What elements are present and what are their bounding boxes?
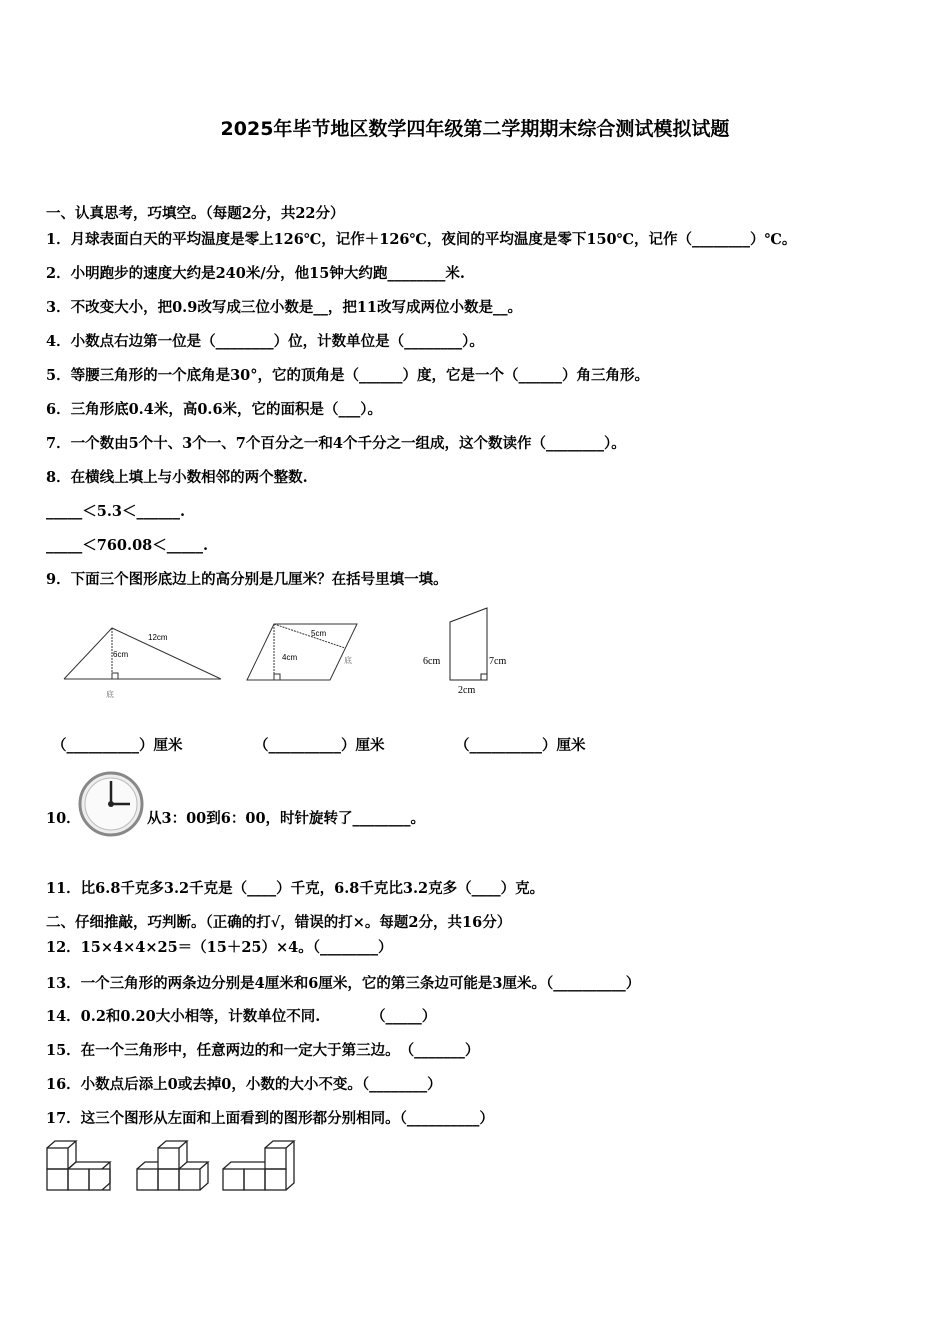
label: 底	[106, 690, 114, 699]
question-6: 6．三角形底0.4米，高0.6米，它的面积是（___）。	[46, 401, 383, 418]
question-17: 17．这三个图形从左面和上面看到的图形都分别相同。（__________）	[46, 1110, 494, 1127]
question-8a: _____＜5.3＜______.	[46, 503, 186, 520]
trapezoid-figure	[420, 604, 520, 699]
question-3: 3．不改变大小，把0.9改写成三位小数是__，把11改写成两位小数是__。	[46, 299, 522, 316]
question-10: 从3：00到6：00，时针旋转了________。	[147, 810, 426, 827]
question-10-number: 10．	[46, 810, 81, 827]
label: 底	[344, 656, 352, 665]
question-9: 9．下面三个图形底边上的高分别是几厘米？在括号里填一填。	[46, 571, 448, 588]
label: 12cm	[148, 633, 168, 642]
question-15: 15．在一个三角形中，任意两边的和一定大于第三边。 （_______）	[46, 1042, 480, 1059]
question-4: 4．小数点右边第一位是（________）位，计数单位是（________）。	[46, 333, 484, 350]
parallelogram-figure	[244, 620, 374, 690]
label: 4cm	[282, 653, 298, 662]
label: 5cm	[311, 629, 327, 638]
label: 6cm	[113, 650, 129, 659]
answer-blank: （__________）厘米	[455, 737, 586, 754]
label: 7cm	[489, 656, 507, 667]
question-12: 12．15×4×4×25＝（15＋25）×4。（________）	[46, 939, 393, 956]
question-16: 16．小数点后添上0或去掉0，小数的大小不变。（________）	[46, 1076, 442, 1093]
question-2: 2．小明跑步的速度大约是240米/分，他15钟大约跑________米.	[46, 265, 465, 282]
answer-blank: （__________）厘米	[52, 737, 183, 754]
answer-blank: （__________）厘米	[254, 737, 385, 754]
label: 2cm	[458, 685, 476, 696]
question-13: 13．一个三角形的两条边分别是4厘米和6厘米，它的第三条边可能是3厘米。（__________）	[46, 975, 641, 992]
question-8: 8．在横线上填上与小数相邻的两个整数.	[46, 469, 308, 486]
clock-icon	[78, 771, 144, 837]
question-5: 5．等腰三角形的一个底角是30°，它的顶角是（______）度，它是一个（______）角三角形。	[46, 367, 650, 384]
label: 6cm	[423, 656, 441, 667]
section-heading: 一、认真思考，巧填空。（每题2分，共22分）	[46, 205, 345, 222]
triangle-figure	[60, 620, 230, 705]
question-1: 1．月球表面白天的平均温度是零上126℃，记作＋126℃，夜间的平均温度是零下150℃，记作（________）℃。	[46, 231, 797, 248]
question-8b: _____＜760.08＜_____.	[46, 537, 209, 554]
section-heading: 二、仔细推敲，巧判断。（正确的打√，错误的打×。每题2分，共16分）	[46, 914, 512, 931]
question-11: 11．比6.8千克多3.2千克是（____）千克，6.8千克比3.2克多（____）克。	[46, 880, 545, 897]
question-7: 7．一个数由5个十、3个一、7个百分之一和4个千分之一组成，这个数读作（________）。	[46, 435, 626, 452]
cube-figures	[44, 1138, 304, 1198]
question-14: 14．0.2和0.20大小相等，计数单位不同. （_____）	[46, 1008, 437, 1025]
page-title: 2025年毕节地区数学四年级第二学期期末综合测试模拟试题	[220, 118, 730, 140]
